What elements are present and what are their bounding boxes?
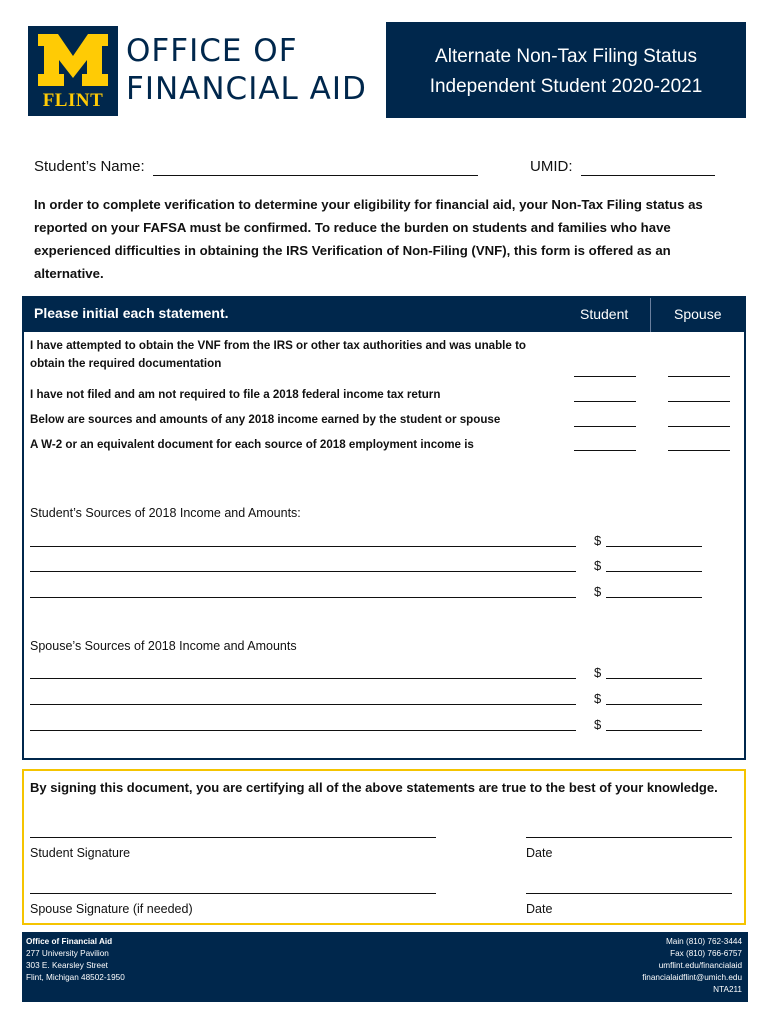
statements-table xyxy=(22,296,746,760)
spouse-amount-line[interactable] xyxy=(606,730,702,731)
spouse-amount-line[interactable] xyxy=(606,678,702,679)
footer-fax: Fax (810) 766-6757 xyxy=(670,949,742,958)
dollar-sign: $ xyxy=(594,665,602,680)
dollar-sign: $ xyxy=(594,533,602,548)
footer-addr2: 303 E. Kearsley Street xyxy=(26,961,108,970)
spouse-amount-line[interactable] xyxy=(606,704,702,705)
spouse-date-label: Date xyxy=(526,902,553,916)
spouse-initial-3[interactable] xyxy=(668,426,730,427)
student-date-label: Date xyxy=(526,846,553,860)
table-heading: Please initial each statement. xyxy=(34,305,229,321)
student-name-row xyxy=(34,158,478,176)
student-source-line[interactable] xyxy=(30,571,576,572)
footer-email: financialaidflint@umich.edu xyxy=(642,973,742,982)
spouse-column-header: Spouse xyxy=(674,306,722,322)
form-title-line1: Alternate Non-Tax Filing Status xyxy=(435,46,697,67)
student-date-line[interactable] xyxy=(526,837,732,838)
spouse-source-line[interactable] xyxy=(30,730,576,731)
dollar-sign: $ xyxy=(594,717,602,732)
header-divider xyxy=(650,298,651,332)
spouse-sources-label: Spouse’s Sources of 2018 Income and Amounts xyxy=(30,639,297,653)
spouse-signature-line[interactable] xyxy=(30,893,436,894)
form-title-box xyxy=(386,22,746,118)
footer-office: Office of Financial Aid xyxy=(26,937,113,946)
footer-web: umflint.edu/financialaid xyxy=(658,961,742,970)
student-name-label: Student’s Name: xyxy=(34,158,145,175)
student-source-line[interactable] xyxy=(30,597,576,598)
student-signature-label: Student Signature xyxy=(30,846,131,860)
spouse-initial-4[interactable] xyxy=(668,450,730,451)
footer-addr1: 277 University Pavilion xyxy=(26,949,109,958)
spouse-date-line[interactable] xyxy=(526,893,732,894)
statement-2: I have not filed and am not required to file a 2018 federal income tax return xyxy=(30,388,441,401)
umid-row xyxy=(530,158,715,176)
signature-box xyxy=(22,769,746,925)
footer-address xyxy=(26,936,125,984)
footer-addr3: Flint, Michigan 48502-1950 xyxy=(26,973,125,982)
student-amount-line[interactable] xyxy=(606,597,702,598)
certification-text: By signing this document, you are certifying all of the above statements are true to the best of your knowledge. xyxy=(30,780,718,795)
um-flint-logo xyxy=(28,26,118,116)
student-amount-line[interactable] xyxy=(606,546,702,547)
spouse-initial-2[interactable] xyxy=(668,401,730,402)
footer xyxy=(22,932,748,1002)
umid-field[interactable] xyxy=(581,158,715,176)
statement-1: I have attempted to obtain the VNF from the IRS or other tax authorities and was unable to obtain the required documentation xyxy=(30,339,527,370)
student-initial-1[interactable] xyxy=(574,376,636,377)
student-signature-line[interactable] xyxy=(30,837,436,838)
student-amount-line[interactable] xyxy=(606,571,702,572)
footer-contact xyxy=(642,936,742,996)
student-initial-2[interactable] xyxy=(574,401,636,402)
spouse-source-line[interactable] xyxy=(30,678,576,679)
statement-4: A W-2 or an equivalent document for each source of 2018 employment income is xyxy=(30,438,474,451)
office-name-line2: FINANCIAL AID xyxy=(126,71,367,107)
spouse-initial-1[interactable] xyxy=(668,376,730,377)
dollar-sign: $ xyxy=(594,691,602,706)
student-column-header: Student xyxy=(580,306,629,322)
student-sources-label: Student’s Sources of 2018 Income and Amounts: xyxy=(30,506,301,520)
footer-form-code: NTA211 xyxy=(713,985,742,994)
dollar-sign: $ xyxy=(594,584,602,599)
student-initial-3[interactable] xyxy=(574,426,636,427)
form-title-line2: Independent Student 2020-2021 xyxy=(429,76,703,97)
office-name-line1: OFFICE OF xyxy=(126,33,298,69)
footer-main-phone: Main (810) 762-3444 xyxy=(665,937,742,946)
intro-paragraph: In order to complete verification to determine your eligibility for financial aid, your Non-Tax Filing status as reported on your FAFSA must be confirmed. To reduce the burden on students and families who have experienced difficulties in obtaining the IRS Verification of Non-Filing (VNF), this form is offered as an alternative. xyxy=(34,197,703,281)
office-name xyxy=(126,32,367,108)
student-name-field[interactable] xyxy=(153,158,478,176)
table-header xyxy=(24,298,744,332)
dollar-sign: $ xyxy=(594,558,602,573)
umid-label: UMID: xyxy=(530,158,573,175)
spouse-signature-label: Spouse Signature (if needed) xyxy=(30,902,193,916)
statement-3: Below are sources and amounts of any 2018 income earned by the student or spouse xyxy=(30,413,501,426)
logo-flint-text: FLINT xyxy=(42,90,104,111)
student-source-line[interactable] xyxy=(30,546,576,547)
student-initial-4[interactable] xyxy=(574,450,636,451)
spouse-source-line[interactable] xyxy=(30,704,576,705)
block-m-icon xyxy=(36,32,110,88)
